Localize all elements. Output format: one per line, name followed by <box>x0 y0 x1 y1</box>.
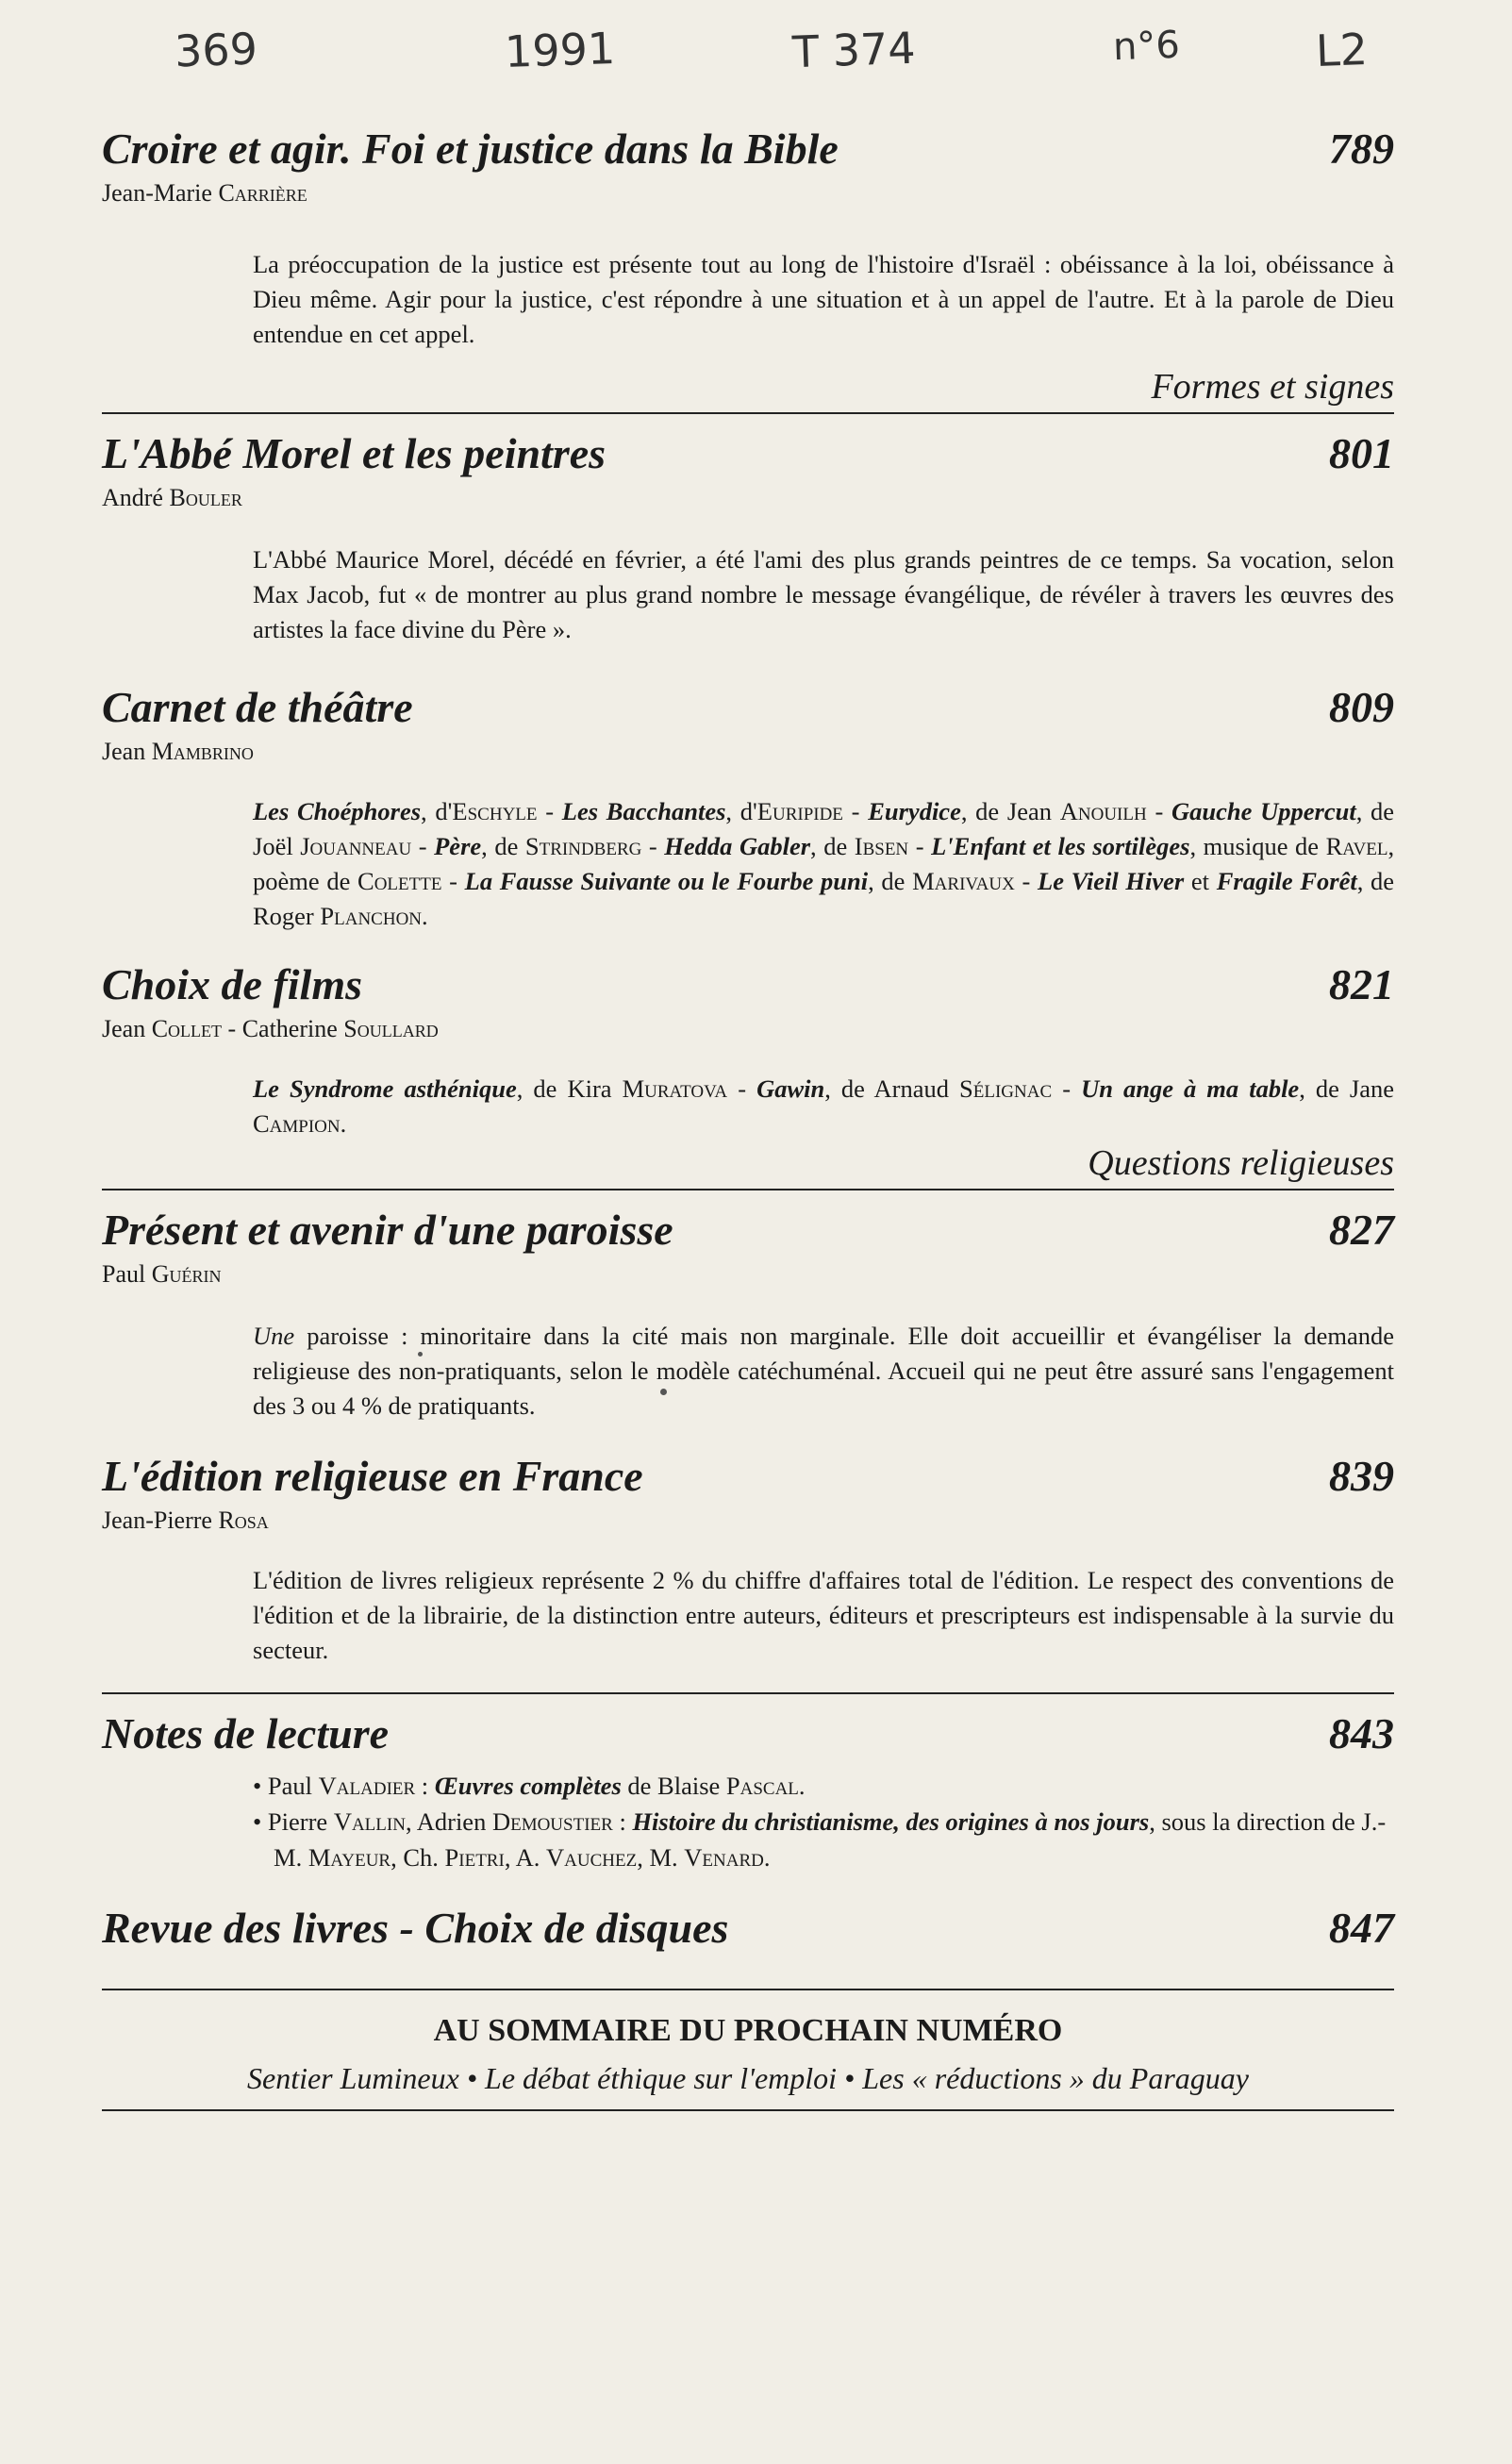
section-heading: Questions religieuses <box>102 1141 1394 1190</box>
page-number: 821 <box>1329 960 1394 1008</box>
article-title: L'Abbé Morel et les peintres <box>102 429 606 477</box>
page-number: 809 <box>1329 683 1394 731</box>
page-number: 789 <box>1329 125 1394 173</box>
article-summary: L'édition de livres religieux représente 2 % du chiffre d'affaires total de l'édition. Le respect des conventions de l'édition et de la librairie, de la distinction entre auteurs, éditeurs et prescripteurs est indispensable à la survie du secteur. <box>253 1566 1394 1664</box>
film-list: Le Syndrome asthénique, de Kira Muratova - Gawin, de Arnaud Sélignac - Un ange à ma table, de Jane Campion. <box>253 1074 1395 1138</box>
handwritten-note: 1991 <box>504 22 616 78</box>
ink-speck <box>418 1352 423 1357</box>
toc-entry <box>102 681 1394 934</box>
article-title: Croire et agir. Foi et justice dans la Bible <box>102 125 839 173</box>
reading-notes <box>253 1768 1394 1875</box>
toc-entry <box>102 1450 1394 1668</box>
table-of-contents <box>102 123 1394 2111</box>
handwritten-note: L2 <box>1315 24 1369 76</box>
toc-entry <box>102 1707 1394 1875</box>
article-author: Jean Mambrino <box>102 738 254 765</box>
article-title: Revue des livres - Choix de disques <box>102 1904 729 1952</box>
article-summary: Une paroisse : minoritaire dans la cité mais non marginale. Elle doit accueillir et évangéliser la demande religieuse des non-pratiquants, selon le modèle catéchuménal. Accueil qui ne peut être assuré sans l'engagement des 3 ou 4 % de pratiquants. <box>253 1322 1394 1420</box>
toc-entry <box>102 123 1394 352</box>
handwritten-note: n°6 <box>1112 23 1181 70</box>
article-summary: L'Abbé Maurice Morel, décédé en février, a été l'ami des plus grands peintres de ce temps. Sa vocation, selon Max Jacob, fut « de montrer au plus grand nombre le message évangélique, de révéler à travers les œuvres des artistes la face divine du Père ». <box>253 545 1394 643</box>
article-author: Paul Guérin <box>102 1260 222 1288</box>
handwritten-annotations <box>0 13 1512 79</box>
toc-entry <box>102 427 1394 647</box>
next-issue-items: Sentier Lumineux • Le débat éthique sur l'emploi • Les « réductions » du Paraguay <box>246 2061 1249 2095</box>
article-author: Jean Collet - Catherine Soullard <box>102 1015 439 1042</box>
section-heading: Formes et signes <box>102 365 1394 414</box>
divider <box>102 1692 1394 1694</box>
toc-entry <box>102 958 1394 1141</box>
divider <box>102 1989 1394 1990</box>
handwritten-note: T 374 <box>791 22 917 78</box>
article-author: Jean-Pierre Rosa <box>102 1507 269 1534</box>
article-title: Présent et avenir d'une paroisse <box>102 1206 673 1254</box>
page-number: 847 <box>1329 1904 1394 1952</box>
page-number: 801 <box>1329 429 1394 477</box>
page-number: 839 <box>1329 1452 1394 1500</box>
toc-entry <box>102 1204 1394 1423</box>
article-title: Notes de lecture <box>102 1709 390 1757</box>
article-author: André Bouler <box>102 484 242 511</box>
divider <box>102 2109 1394 2111</box>
page-number: 843 <box>1329 1709 1394 1757</box>
article-title: L'édition religieuse en France <box>102 1452 643 1500</box>
article-summary: La préoccupation de la justice est présente tout au long de l'histoire d'Israël : obéissance à la loi, obéissance à Dieu même. Agir pour la justice, c'est répondre à une situation et à un appel de l'autre. Et à la parole de Dieu entendue en cet appel. <box>253 250 1394 348</box>
handwritten-note: 369 <box>174 23 258 77</box>
list-item: • Paul Valadier : Œuvres complètes de Blaise Pascal. <box>253 1772 806 1800</box>
toc-entry <box>102 1902 1394 1955</box>
article-author: Jean-Marie Carrière <box>102 179 307 207</box>
list-item: • Pierre Vallin, Adrien Demoustier : Histoire du christianisme, des origines à nos jours, sous la direction de J.-M. Mayeur, Ch. Pietri, A. Vauchez, M. Venard. <box>253 1807 1387 1872</box>
theatre-list: Les Choéphores, d'Eschyle - Les Bacchantes, d'Euripide - Eurydice, de Jean Anouilh - Gauche Uppercut, de Joël Jouanneau - Père, de Strindberg - Hedda Gabler, de Ibsen - L'Enfant et les sortilèges, musique de Ravel, poème de Colette - La Fausse Suivante ou le Fourbe puni, de Marivaux - Le Vieil Hiver et Fragile Forêt, de Roger Planchon. <box>253 797 1395 930</box>
article-title: Carnet de théâtre <box>102 683 413 731</box>
article-title: Choix de films <box>102 960 363 1008</box>
page-number: 827 <box>1329 1206 1394 1254</box>
next-issue-heading: AU SOMMAIRE DU PROCHAIN NUMÉRO <box>433 2013 1063 2048</box>
ink-speck <box>660 1389 667 1395</box>
